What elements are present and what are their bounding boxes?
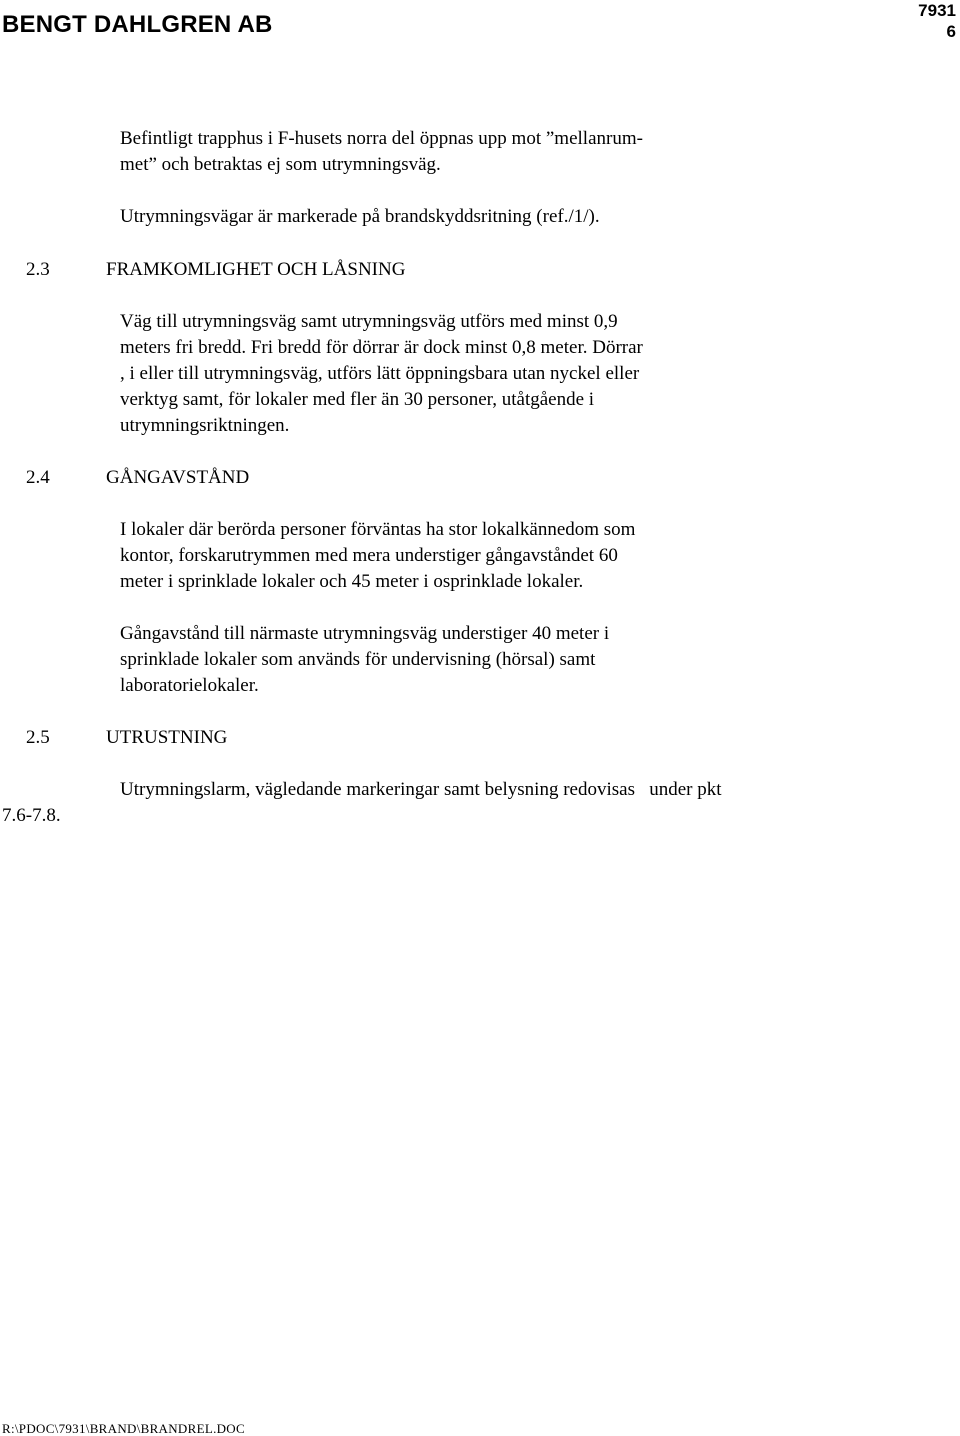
section-2-5-trailing-reference: 7.6-7.8.: [2, 805, 61, 826]
text-line: Befintligt trapphus i F-husets norra del öppnas upp mot ”mellanrum-: [120, 128, 643, 149]
section-number: 2.3: [26, 259, 50, 280]
intro-paragraph-1: [120, 126, 820, 178]
text-line: Utrymningslarm, vägledande markeringar samt belysning redovisas under pkt: [120, 779, 722, 800]
section-2-4-paragraph-2: [120, 621, 820, 699]
text-line: meters fri bredd. Fri bredd för dörrar är dock minst 0,8 meter. Dörrar: [120, 337, 643, 358]
page-number: 6: [946, 22, 956, 41]
text-line: utrymningsriktningen.: [120, 415, 290, 436]
section-2-5-paragraph: [120, 777, 820, 803]
text-line: meter i sprinklade lokaler och 45 meter i osprinklade lokaler.: [120, 571, 584, 592]
section-title: UTRUSTNING: [106, 727, 228, 748]
document-number: 7931: [918, 1, 956, 20]
footer-file-path: R:\PDOC\7931\BRAND\BRANDREL.DOC: [2, 1421, 245, 1436]
section-title: FRAMKOMLIGHET OCH LÅSNING: [106, 259, 406, 280]
company-name: BENGT DAHLGREN AB: [2, 11, 273, 38]
text-line: verktyg samt, för lokaler med fler än 30 personer, utåtgående i: [120, 389, 595, 410]
section-number: 2.4: [26, 467, 50, 488]
section-title: GÅNGAVSTÅND: [106, 467, 250, 488]
text-line: laboratorielokaler.: [120, 675, 259, 696]
text-line: Utrymningsvägar är markerade på brandskyddsritning (ref./1/).: [120, 206, 600, 227]
text-line: I lokaler där berörda personer förväntas ha stor lokalkännedom som: [120, 519, 636, 540]
section-number: 2.5: [26, 727, 50, 748]
text-line: met” och betraktas ej som utrymningsväg.: [120, 154, 441, 175]
intro-paragraph-2: [120, 204, 820, 230]
document-reference: [918, 0, 956, 42]
text-line: Väg till utrymningsväg samt utrymningsväg utförs med minst 0,9: [120, 311, 618, 332]
text-line: kontor, forskarutrymmen med mera understiger gångavståndet 60: [120, 545, 618, 566]
section-2-4-paragraph-1: [120, 517, 820, 595]
text-line: Gångavstånd till närmaste utrymningsväg understiger 40 meter i: [120, 623, 610, 644]
section-heading-2-5: [26, 725, 227, 751]
text-line: sprinklade lokaler som används för undervisning (hörsal) samt: [120, 649, 596, 670]
section-heading-2-3: [26, 257, 405, 283]
section-2-3-paragraph: [120, 309, 820, 439]
section-heading-2-4: [26, 465, 249, 491]
text-line: , i eller till utrymningsväg, utförs lätt öppningsbara utan nyckel eller: [120, 363, 640, 384]
